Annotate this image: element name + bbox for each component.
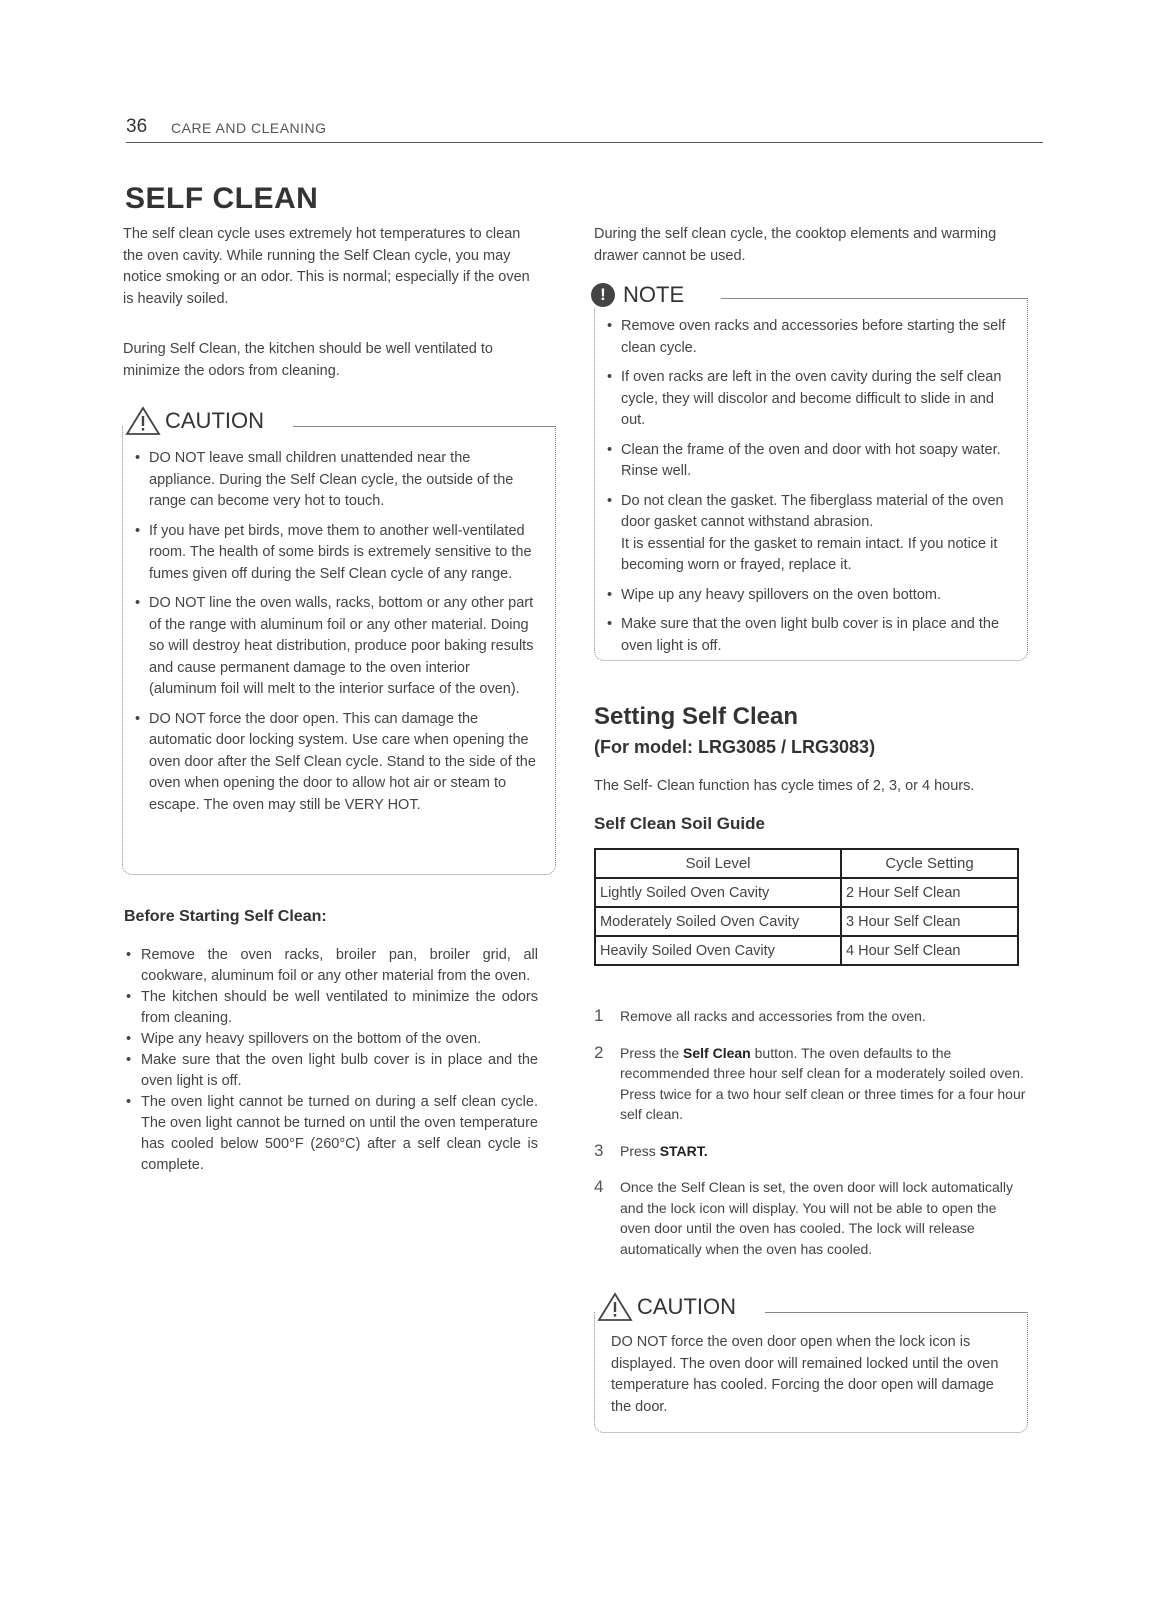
caution-list — [123, 448, 538, 824]
step-number: 1 — [594, 1006, 604, 1025]
table-header-cell: Soil Level — [595, 849, 841, 878]
table-cell: Moderately Soiled Oven Cavity — [595, 907, 841, 936]
page-number: 36 — [126, 116, 148, 137]
step-text: Remove all racks and accessories from the oven. — [620, 1008, 926, 1024]
caution-box-2 — [594, 1294, 1028, 1433]
intro-paragraph-2 — [123, 339, 538, 382]
note-item: • Clean the frame of the oven and door with hot soapy water. Rinse well. — [595, 440, 1015, 483]
table-cell: 4 Hour Self Clean — [841, 936, 1018, 965]
step-text: Once the Self Clean is set, the oven door will lock automatically and the lock icon will display. You will not be able to open the oven door until the oven has cooled. The lock will release automatically when the oven has cooled. — [620, 1179, 1013, 1257]
caution-item: • DO NOT line the oven walls, racks, bottom or any other part of the range with aluminum foil or any other material. Doing so will destroy heat distribution, produce poor baking results and cause permanent damage to the oven interior (aluminum foil will melt to the interior surface of the oven). — [123, 593, 538, 701]
caution-title-2: CAUTION — [637, 1294, 736, 1319]
before-item: • Make sure that the oven light bulb cover is in place and the oven light is off. — [123, 1050, 538, 1092]
intro-text-2: During Self Clean, the kitchen should be well ventilated to minimize the odors from cleaning. — [123, 341, 493, 379]
caution-item: • If you have pet birds, move them to another well-ventilated room. The health of some birds is extremely sensitive to the fumes given off during the Self Clean cycle of any range. — [123, 521, 538, 586]
table-row — [595, 878, 1018, 907]
table-cell: Heavily Soiled Oven Cavity — [595, 936, 841, 965]
caution-text-2: DO NOT force the oven door open when the lock icon is displayed. The oven door will remained locked until the oven temperature has cooled. Forcing the door open will damage the door. — [611, 1334, 999, 1415]
note-box — [594, 282, 1028, 661]
note-list — [595, 316, 1015, 665]
before-starting-heading: Before Starting Self Clean: — [124, 908, 327, 925]
step-text: Press — [620, 1142, 660, 1159]
table-row — [595, 907, 1018, 936]
intro-paragraph-1 — [123, 224, 538, 310]
step-1 — [594, 1006, 1029, 1027]
steps-list — [594, 1006, 1029, 1275]
step-number: 4 — [594, 1177, 604, 1196]
table-header-cell: Cycle Setting — [841, 849, 1018, 878]
caution-rule — [293, 426, 555, 427]
right-intro — [594, 224, 1014, 267]
start-label: START. — [659, 1142, 708, 1159]
note-item: • Do not clean the gasket. The fiberglass material of the oven door gasket cannot withstand abrasion. It is essential for the gasket to remain intact. If you notice it becoming worn or frayed, replace it. — [595, 491, 1015, 577]
before-item: • The oven light cannot be turned on during a self clean cycle. The oven light cannot be turned on until the oven temperature has cooled below 500°F (260°C) after a self clean cycle is complete. — [123, 1092, 538, 1176]
table-row — [595, 936, 1018, 965]
model-line: (For model: LRG3085 / LRG3083) — [594, 737, 876, 757]
step-4 — [594, 1177, 1029, 1259]
step-number: 2 — [594, 1042, 604, 1062]
caution-rule-2 — [765, 1312, 1027, 1313]
warning-icon — [125, 406, 161, 436]
cycle-times-text: The Self- Clean function has cycle times of 2, 3, or 4 hours. — [594, 778, 975, 794]
before-item: • Remove the oven racks, broiler pan, broiler grid, all cookware, aluminum foil or any other material from the oven. — [123, 945, 538, 987]
before-item: • Wipe any heavy spillovers on the bottom of the oven. — [123, 1029, 538, 1050]
soil-guide-heading: Self Clean Soil Guide — [594, 814, 765, 833]
table-cell: 3 Hour Self Clean — [841, 907, 1018, 936]
soil-guide-table — [594, 848, 1019, 966]
note-title: NOTE — [623, 282, 685, 307]
step-3 — [594, 1141, 1029, 1162]
before-starting-list — [123, 945, 538, 1176]
table-header-row — [595, 849, 1018, 878]
step-2 — [594, 1043, 1029, 1125]
note-item: • Make sure that the oven light bulb cover is in place and the oven light is off. — [595, 614, 1015, 657]
warning-icon — [597, 1292, 633, 1322]
note-rule — [721, 298, 1027, 299]
page-title: SELF CLEAN — [125, 182, 319, 215]
caution-heading-2 — [597, 1292, 744, 1322]
step-number: 3 — [594, 1140, 604, 1160]
page-header — [126, 116, 1043, 143]
caution-item: • DO NOT force the door open. This can damage the automatic door locking system. Use care when opening the oven door after the Self Clean cycle. Stand to the side of the oven when opening the door to allow hot air or steam to escape. The oven may still be VERY HOT. — [123, 709, 538, 817]
intro-text-1: The self clean cycle uses extremely hot temperatures to clean the oven cavity. While running the Self Clean cycle, you may notice smoking or an odor. This is normal; especially if the oven is heavily soiled. — [123, 226, 530, 307]
right-intro-text: During the self clean cycle, the cooktop elements and warming drawer cannot be used. — [594, 226, 997, 264]
setting-self-clean-heading: Setting Self Clean — [594, 703, 799, 730]
step-text: button. The oven defaults to the recommended three hour self clean for a moderately soiled oven. Press twice for a two hour self clean or three times for a four hour self clean. — [620, 1044, 1026, 1122]
caution-heading — [125, 406, 272, 436]
table-cell: Lightly Soiled Oven Cavity — [595, 878, 841, 907]
section-label: CARE AND CLEANING — [171, 120, 327, 136]
note-item: • Wipe up any heavy spillovers on the oven bottom. — [595, 585, 1015, 607]
note-heading — [591, 282, 692, 308]
step-text: Press the — [620, 1044, 684, 1061]
self-clean-label: Self Clean — [683, 1044, 751, 1061]
note-item: • Remove oven racks and accessories before starting the self clean cycle. — [595, 316, 1015, 359]
caution-item: • DO NOT leave small children unattended near the appliance. During the Self Clean cycle, the outside of the range can become very hot to touch. — [123, 448, 538, 513]
note-item: • If oven racks are left in the oven cavity during the self clean cycle, they will discolor and become difficult to slide in and out. — [595, 367, 1015, 432]
before-item: • The kitchen should be well ventilated to minimize the odors from cleaning. — [123, 987, 538, 1029]
caution-title: CAUTION — [165, 408, 264, 433]
note-icon: ! — [591, 283, 615, 307]
table-cell: 2 Hour Self Clean — [841, 878, 1018, 907]
caution-box — [122, 408, 556, 875]
